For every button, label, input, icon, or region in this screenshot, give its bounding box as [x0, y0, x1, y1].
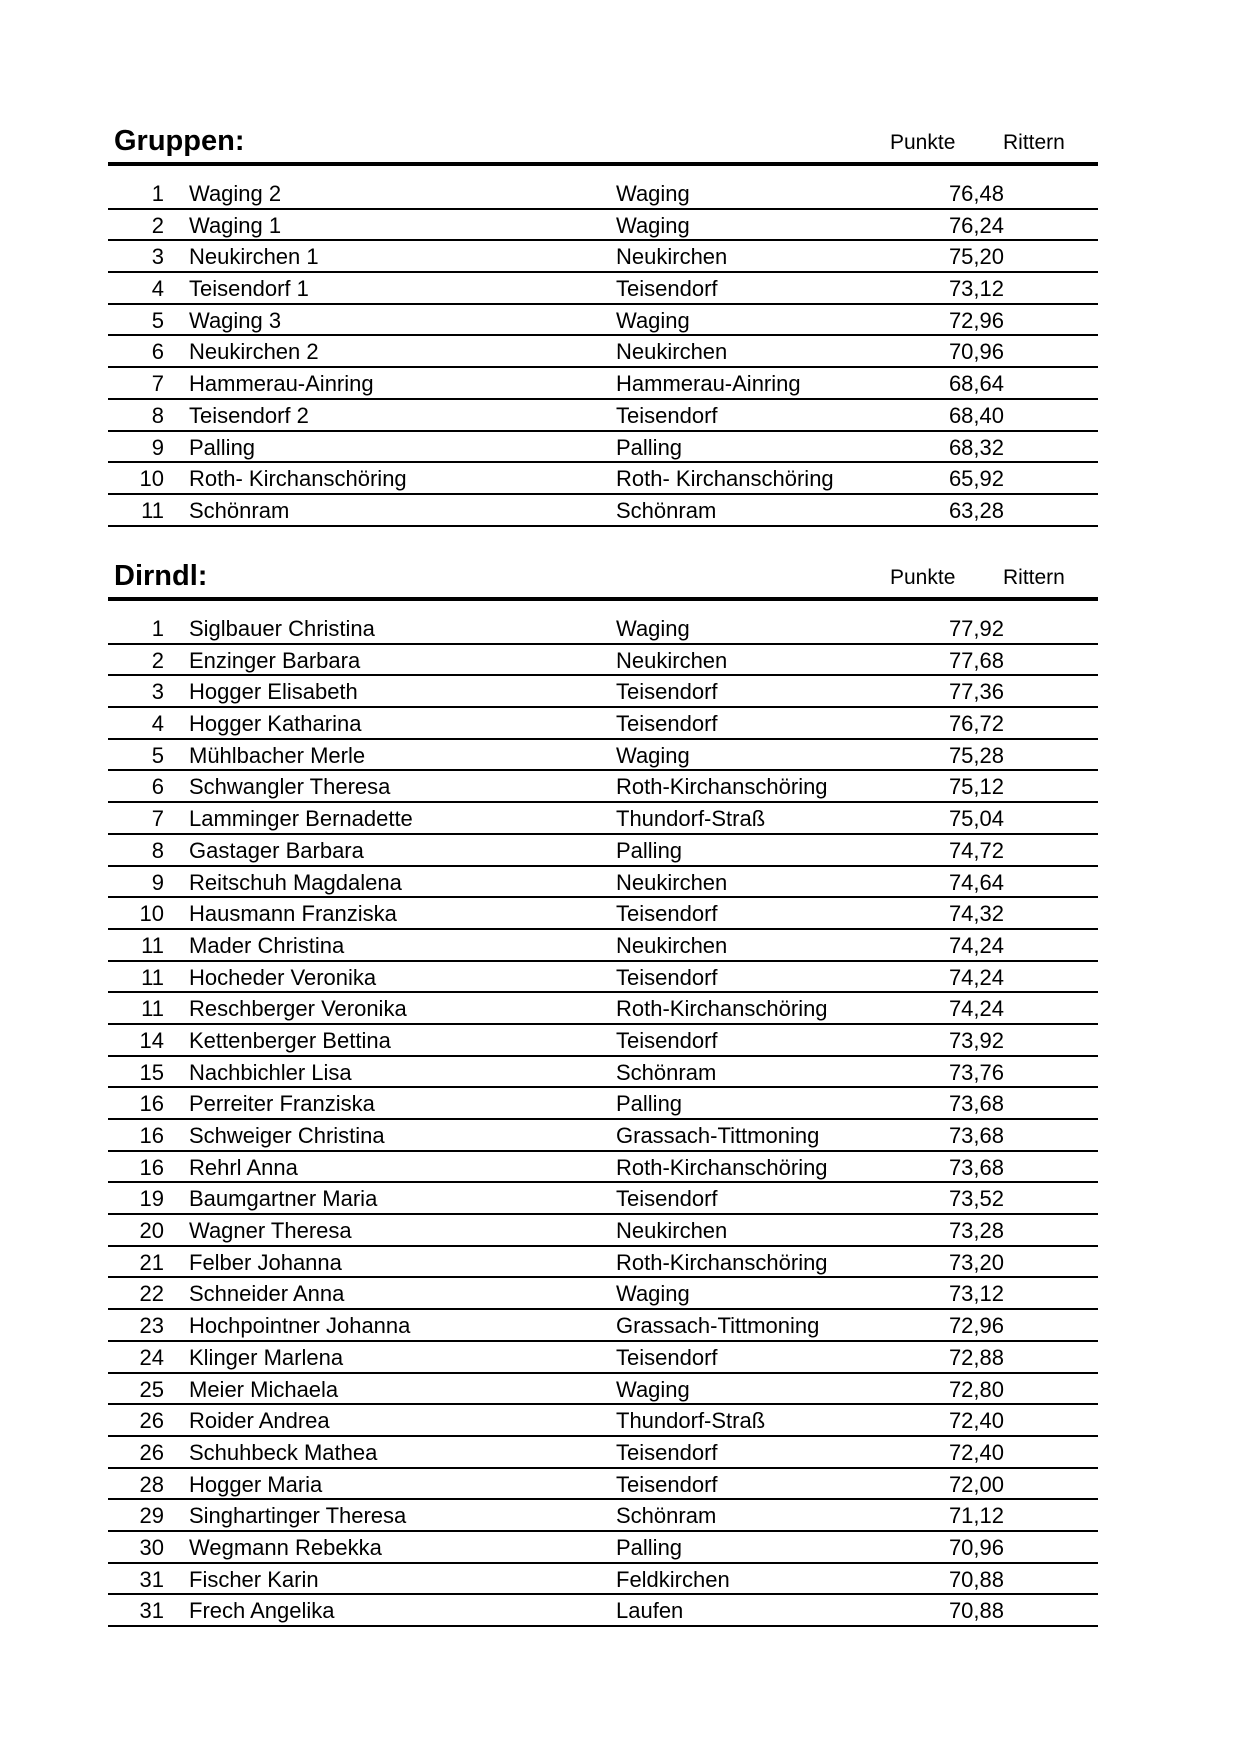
name-cell: Kettenberger Bettina	[189, 1027, 391, 1053]
club-cell: Roth-Kirchanschöring	[616, 996, 828, 1022]
club-cell: Palling	[616, 1534, 683, 1560]
name-cell: Waging 2	[189, 181, 282, 206]
points-cell: 73,12	[948, 1281, 1004, 1307]
club-cell: Neukirchen	[616, 339, 728, 365]
name-cell: Palling	[189, 434, 256, 460]
points-cell: 63,28	[948, 497, 1004, 523]
table-row	[108, 336, 1098, 368]
rank-cell: 16	[139, 1154, 164, 1180]
points-cell: 72,00	[948, 1471, 1004, 1497]
club-cell: Waging	[616, 1376, 690, 1402]
name-cell: Teisendorf 2	[189, 402, 309, 428]
points-cell: 71,12	[948, 1503, 1004, 1529]
rank-cell: 7	[151, 806, 164, 832]
table-row	[108, 178, 1098, 210]
table-row	[108, 1278, 1098, 1310]
name-cell: Baumgartner Maria	[189, 1186, 378, 1212]
rank-cell: 9	[151, 869, 164, 895]
name-cell: Gastager Barbara	[189, 837, 364, 863]
dirndl-col-rittern: Rittern	[1003, 566, 1065, 589]
club-cell: Feldkirchen	[616, 1566, 730, 1592]
club-cell: Roth-Kirchanschöring	[616, 1154, 828, 1180]
club-cell: Neukirchen	[616, 932, 728, 958]
table-row	[108, 1469, 1098, 1501]
name-cell: Schweiger Christina	[189, 1123, 385, 1148]
club-cell: Neukirchen	[616, 869, 728, 895]
table-row	[108, 1247, 1098, 1279]
points-cell: 75,28	[948, 742, 1004, 768]
gruppen-section	[108, 120, 1098, 527]
club-cell: Grassach-Tittmoning	[616, 1123, 820, 1148]
points-cell: 68,40	[948, 402, 1004, 428]
rank-cell: 11	[141, 996, 164, 1022]
rank-cell: 4	[151, 276, 164, 302]
table-row	[108, 305, 1098, 337]
club-cell: Teisendorf	[616, 679, 718, 705]
gruppen-col-rittern: Rittern	[1003, 131, 1065, 154]
points-cell: 73,20	[948, 1249, 1004, 1275]
club-cell: Grassach-Tittmoning	[616, 1313, 820, 1339]
rank-cell: 31	[139, 1566, 164, 1592]
points-cell: 77,36	[948, 679, 1004, 705]
table-row	[108, 1310, 1098, 1342]
table-row	[108, 867, 1098, 899]
club-cell: Waging	[616, 1281, 690, 1307]
name-cell: Wagner Theresa	[189, 1218, 352, 1244]
club-cell: Waging	[616, 307, 690, 333]
points-cell: 68,64	[948, 371, 1004, 397]
name-cell: Hogger Katharina	[189, 711, 362, 737]
rank-cell: 9	[151, 434, 164, 460]
points-cell: 76,24	[948, 212, 1004, 238]
table-row	[108, 1215, 1098, 1247]
rank-cell: 11	[141, 497, 164, 523]
table-row	[108, 1564, 1098, 1596]
points-cell: 65,92	[948, 466, 1004, 492]
rank-cell: 11	[141, 932, 164, 958]
club-cell: Laufen	[616, 1598, 684, 1624]
points-cell: 74,64	[948, 869, 1004, 895]
name-cell: Lamminger Bernadette	[189, 806, 413, 832]
points-cell: 73,68	[948, 1091, 1004, 1117]
club-cell: Roth- Kirchanschöring	[616, 466, 834, 492]
name-cell: Hogger Elisabeth	[189, 679, 358, 705]
dirndl-col-punkte: Punkte	[890, 566, 956, 589]
club-cell: Palling	[616, 837, 683, 863]
rank-cell: 6	[151, 774, 164, 800]
club-cell: Waging	[616, 742, 690, 768]
name-cell: Waging 3	[189, 307, 282, 333]
rank-cell: 3	[151, 244, 164, 270]
rank-cell: 5	[151, 307, 164, 333]
gruppen-title: Gruppen:	[114, 125, 245, 157]
club-cell: Teisendorf	[616, 1186, 718, 1212]
table-row	[108, 495, 1098, 527]
name-cell: Meier Michaela	[189, 1376, 339, 1402]
table-row	[108, 273, 1098, 305]
name-cell: Perreiter Franziska	[189, 1091, 375, 1117]
rank-cell: 11	[141, 964, 164, 990]
club-cell: Palling	[616, 1091, 683, 1117]
dirndl-header	[108, 555, 1098, 601]
points-cell: 73,68	[948, 1123, 1004, 1148]
name-cell: Schwangler Theresa	[189, 774, 391, 800]
name-cell: Roider Andrea	[189, 1408, 330, 1434]
club-cell: Thundorf-Straß	[616, 806, 766, 832]
name-cell: Klinger Marlena	[189, 1344, 344, 1370]
points-cell: 74,24	[948, 932, 1004, 958]
rank-cell: 26	[139, 1408, 164, 1434]
table-row	[108, 1500, 1098, 1532]
rank-cell: 30	[139, 1534, 164, 1560]
rank-cell: 3	[151, 679, 164, 705]
points-cell: 72,88	[948, 1344, 1004, 1370]
rank-cell: 2	[151, 647, 164, 673]
gruppen-col-punkte: Punkte	[890, 131, 956, 154]
name-cell: Waging 1	[189, 212, 282, 238]
points-cell: 72,40	[948, 1439, 1004, 1465]
name-cell: Schneider Anna	[189, 1281, 345, 1307]
dirndl-section	[108, 555, 1098, 1627]
rank-cell: 29	[139, 1503, 164, 1529]
table-row	[108, 676, 1098, 708]
points-cell: 70,88	[948, 1566, 1004, 1592]
name-cell: Hammerau-Ainring	[189, 371, 374, 397]
rank-cell: 16	[139, 1091, 164, 1117]
table-row	[108, 1595, 1098, 1627]
table-row	[108, 708, 1098, 740]
rank-cell: 8	[151, 837, 164, 863]
table-row	[108, 645, 1098, 677]
table-row	[108, 400, 1098, 432]
points-cell: 70,88	[948, 1598, 1004, 1624]
table-row	[108, 368, 1098, 400]
name-cell: Siglbauer Christina	[189, 616, 375, 641]
table-row	[108, 1057, 1098, 1089]
name-cell: Schönram	[189, 497, 290, 523]
name-cell: Reschberger Veronika	[189, 996, 407, 1022]
table-row	[108, 210, 1098, 242]
name-cell: Reitschuh Magdalena	[189, 869, 402, 895]
points-cell: 74,24	[948, 964, 1004, 990]
club-cell: Roth-Kirchanschöring	[616, 774, 828, 800]
rank-cell: 10	[139, 466, 164, 492]
name-cell: Mader Christina	[189, 932, 345, 958]
club-cell: Neukirchen	[616, 244, 728, 270]
club-cell: Teisendorf	[616, 711, 718, 737]
table-row	[108, 1532, 1098, 1564]
table-row	[108, 1374, 1098, 1406]
points-cell: 73,68	[948, 1154, 1004, 1180]
rank-cell: 14	[139, 1027, 164, 1053]
club-cell: Neukirchen	[616, 1218, 728, 1244]
club-cell: Palling	[616, 434, 683, 460]
name-cell: Schuhbeck Mathea	[189, 1439, 378, 1465]
points-cell: 72,96	[948, 307, 1004, 333]
name-cell: Neukirchen 2	[189, 339, 319, 365]
club-cell: Waging	[616, 616, 690, 641]
table-row	[108, 930, 1098, 962]
rank-cell: 2	[151, 212, 164, 238]
club-cell: Neukirchen	[616, 647, 728, 673]
rank-cell: 5	[151, 742, 164, 768]
points-cell: 73,28	[948, 1218, 1004, 1244]
rank-cell: 7	[151, 371, 164, 397]
rank-cell: 8	[151, 402, 164, 428]
club-cell: Waging	[616, 181, 690, 206]
rank-cell: 10	[139, 901, 164, 927]
club-cell: Teisendorf	[616, 402, 718, 428]
table-row	[108, 1183, 1098, 1215]
club-cell: Teisendorf	[616, 1471, 718, 1497]
name-cell: Roth- Kirchanschöring	[189, 466, 407, 492]
table-row	[108, 463, 1098, 495]
name-cell: Nachbichler Lisa	[189, 1059, 352, 1085]
club-cell: Teisendorf	[616, 964, 718, 990]
table-row	[108, 241, 1098, 273]
name-cell: Hogger Maria	[189, 1471, 323, 1497]
points-cell: 68,32	[948, 434, 1004, 460]
rank-cell: 4	[151, 711, 164, 737]
rank-cell: 28	[139, 1471, 164, 1497]
club-cell: Teisendorf	[616, 901, 718, 927]
club-cell: Schönram	[616, 497, 717, 523]
points-cell: 75,20	[948, 244, 1004, 270]
rank-cell: 6	[151, 339, 164, 365]
club-cell: Teisendorf	[616, 1027, 718, 1053]
club-cell: Teisendorf	[616, 276, 718, 302]
points-cell: 72,96	[948, 1313, 1004, 1339]
club-cell: Schönram	[616, 1503, 717, 1529]
name-cell: Wegmann Rebekka	[189, 1534, 382, 1560]
name-cell: Hocheder Veronika	[189, 964, 377, 990]
name-cell: Enzinger Barbara	[189, 647, 361, 673]
points-cell: 74,24	[948, 996, 1004, 1022]
points-cell: 76,72	[948, 711, 1004, 737]
points-cell: 73,92	[948, 1027, 1004, 1053]
club-cell: Waging	[616, 212, 690, 238]
points-cell: 72,80	[948, 1376, 1004, 1402]
club-cell: Teisendorf	[616, 1344, 718, 1370]
name-cell: Felber Johanna	[189, 1249, 342, 1275]
points-cell: 75,12	[948, 774, 1004, 800]
points-cell: 76,48	[948, 181, 1004, 206]
rank-cell: 1	[151, 181, 164, 206]
table-row	[108, 1025, 1098, 1057]
points-cell: 70,96	[948, 1534, 1004, 1560]
table-row	[108, 1405, 1098, 1437]
table-row	[108, 613, 1098, 645]
name-cell: Teisendorf 1	[189, 276, 309, 302]
table-row	[108, 1088, 1098, 1120]
table-row	[108, 432, 1098, 464]
table-row	[108, 1437, 1098, 1469]
gruppen-header	[108, 120, 1098, 166]
name-cell: Mühlbacher Merle	[189, 742, 366, 768]
club-cell: Hammerau-Ainring	[616, 371, 801, 397]
name-cell: Singhartinger Theresa	[189, 1503, 407, 1529]
club-cell: Schönram	[616, 1059, 717, 1085]
points-cell: 72,40	[948, 1408, 1004, 1434]
rank-cell: 16	[139, 1123, 164, 1148]
table-row	[108, 803, 1098, 835]
club-cell: Teisendorf	[616, 1439, 718, 1465]
name-cell: Rehrl Anna	[189, 1154, 298, 1180]
rank-cell: 21	[139, 1249, 164, 1275]
dirndl-table	[108, 613, 1098, 1627]
club-cell: Thundorf-Straß	[616, 1408, 766, 1434]
rank-cell: 20	[139, 1218, 164, 1244]
gruppen-table	[108, 178, 1098, 527]
points-cell: 70,96	[948, 339, 1004, 365]
rank-cell: 23	[139, 1313, 164, 1339]
dirndl-title: Dirndl:	[114, 560, 208, 592]
points-cell: 75,04	[948, 806, 1004, 832]
table-row	[108, 993, 1098, 1025]
table-row	[108, 771, 1098, 803]
table-row	[108, 962, 1098, 994]
table-row	[108, 1342, 1098, 1374]
rank-cell: 25	[139, 1376, 164, 1402]
name-cell: Hausmann Franziska	[189, 901, 397, 927]
rank-cell: 31	[139, 1598, 164, 1624]
name-cell: Hochpointner Johanna	[189, 1313, 411, 1339]
points-cell: 74,72	[948, 837, 1004, 863]
rank-cell: 1	[151, 616, 164, 641]
table-row	[108, 835, 1098, 867]
rank-cell: 26	[139, 1439, 164, 1465]
rank-cell: 22	[139, 1281, 164, 1307]
name-cell: Frech Angelika	[189, 1598, 335, 1624]
points-cell: 74,32	[948, 901, 1004, 927]
points-cell: 77,92	[948, 616, 1004, 641]
points-cell: 77,68	[948, 647, 1004, 673]
points-cell: 73,12	[948, 276, 1004, 302]
table-row	[108, 1120, 1098, 1152]
club-cell: Roth-Kirchanschöring	[616, 1249, 828, 1275]
name-cell: Neukirchen 1	[189, 244, 319, 270]
points-cell: 73,52	[948, 1186, 1004, 1212]
table-row	[108, 1152, 1098, 1184]
rank-cell: 24	[139, 1344, 164, 1370]
name-cell: Fischer Karin	[189, 1566, 319, 1592]
rank-cell: 19	[139, 1186, 164, 1212]
points-cell: 73,76	[948, 1059, 1004, 1085]
table-row	[108, 898, 1098, 930]
rank-cell: 15	[139, 1059, 164, 1085]
table-row	[108, 740, 1098, 772]
